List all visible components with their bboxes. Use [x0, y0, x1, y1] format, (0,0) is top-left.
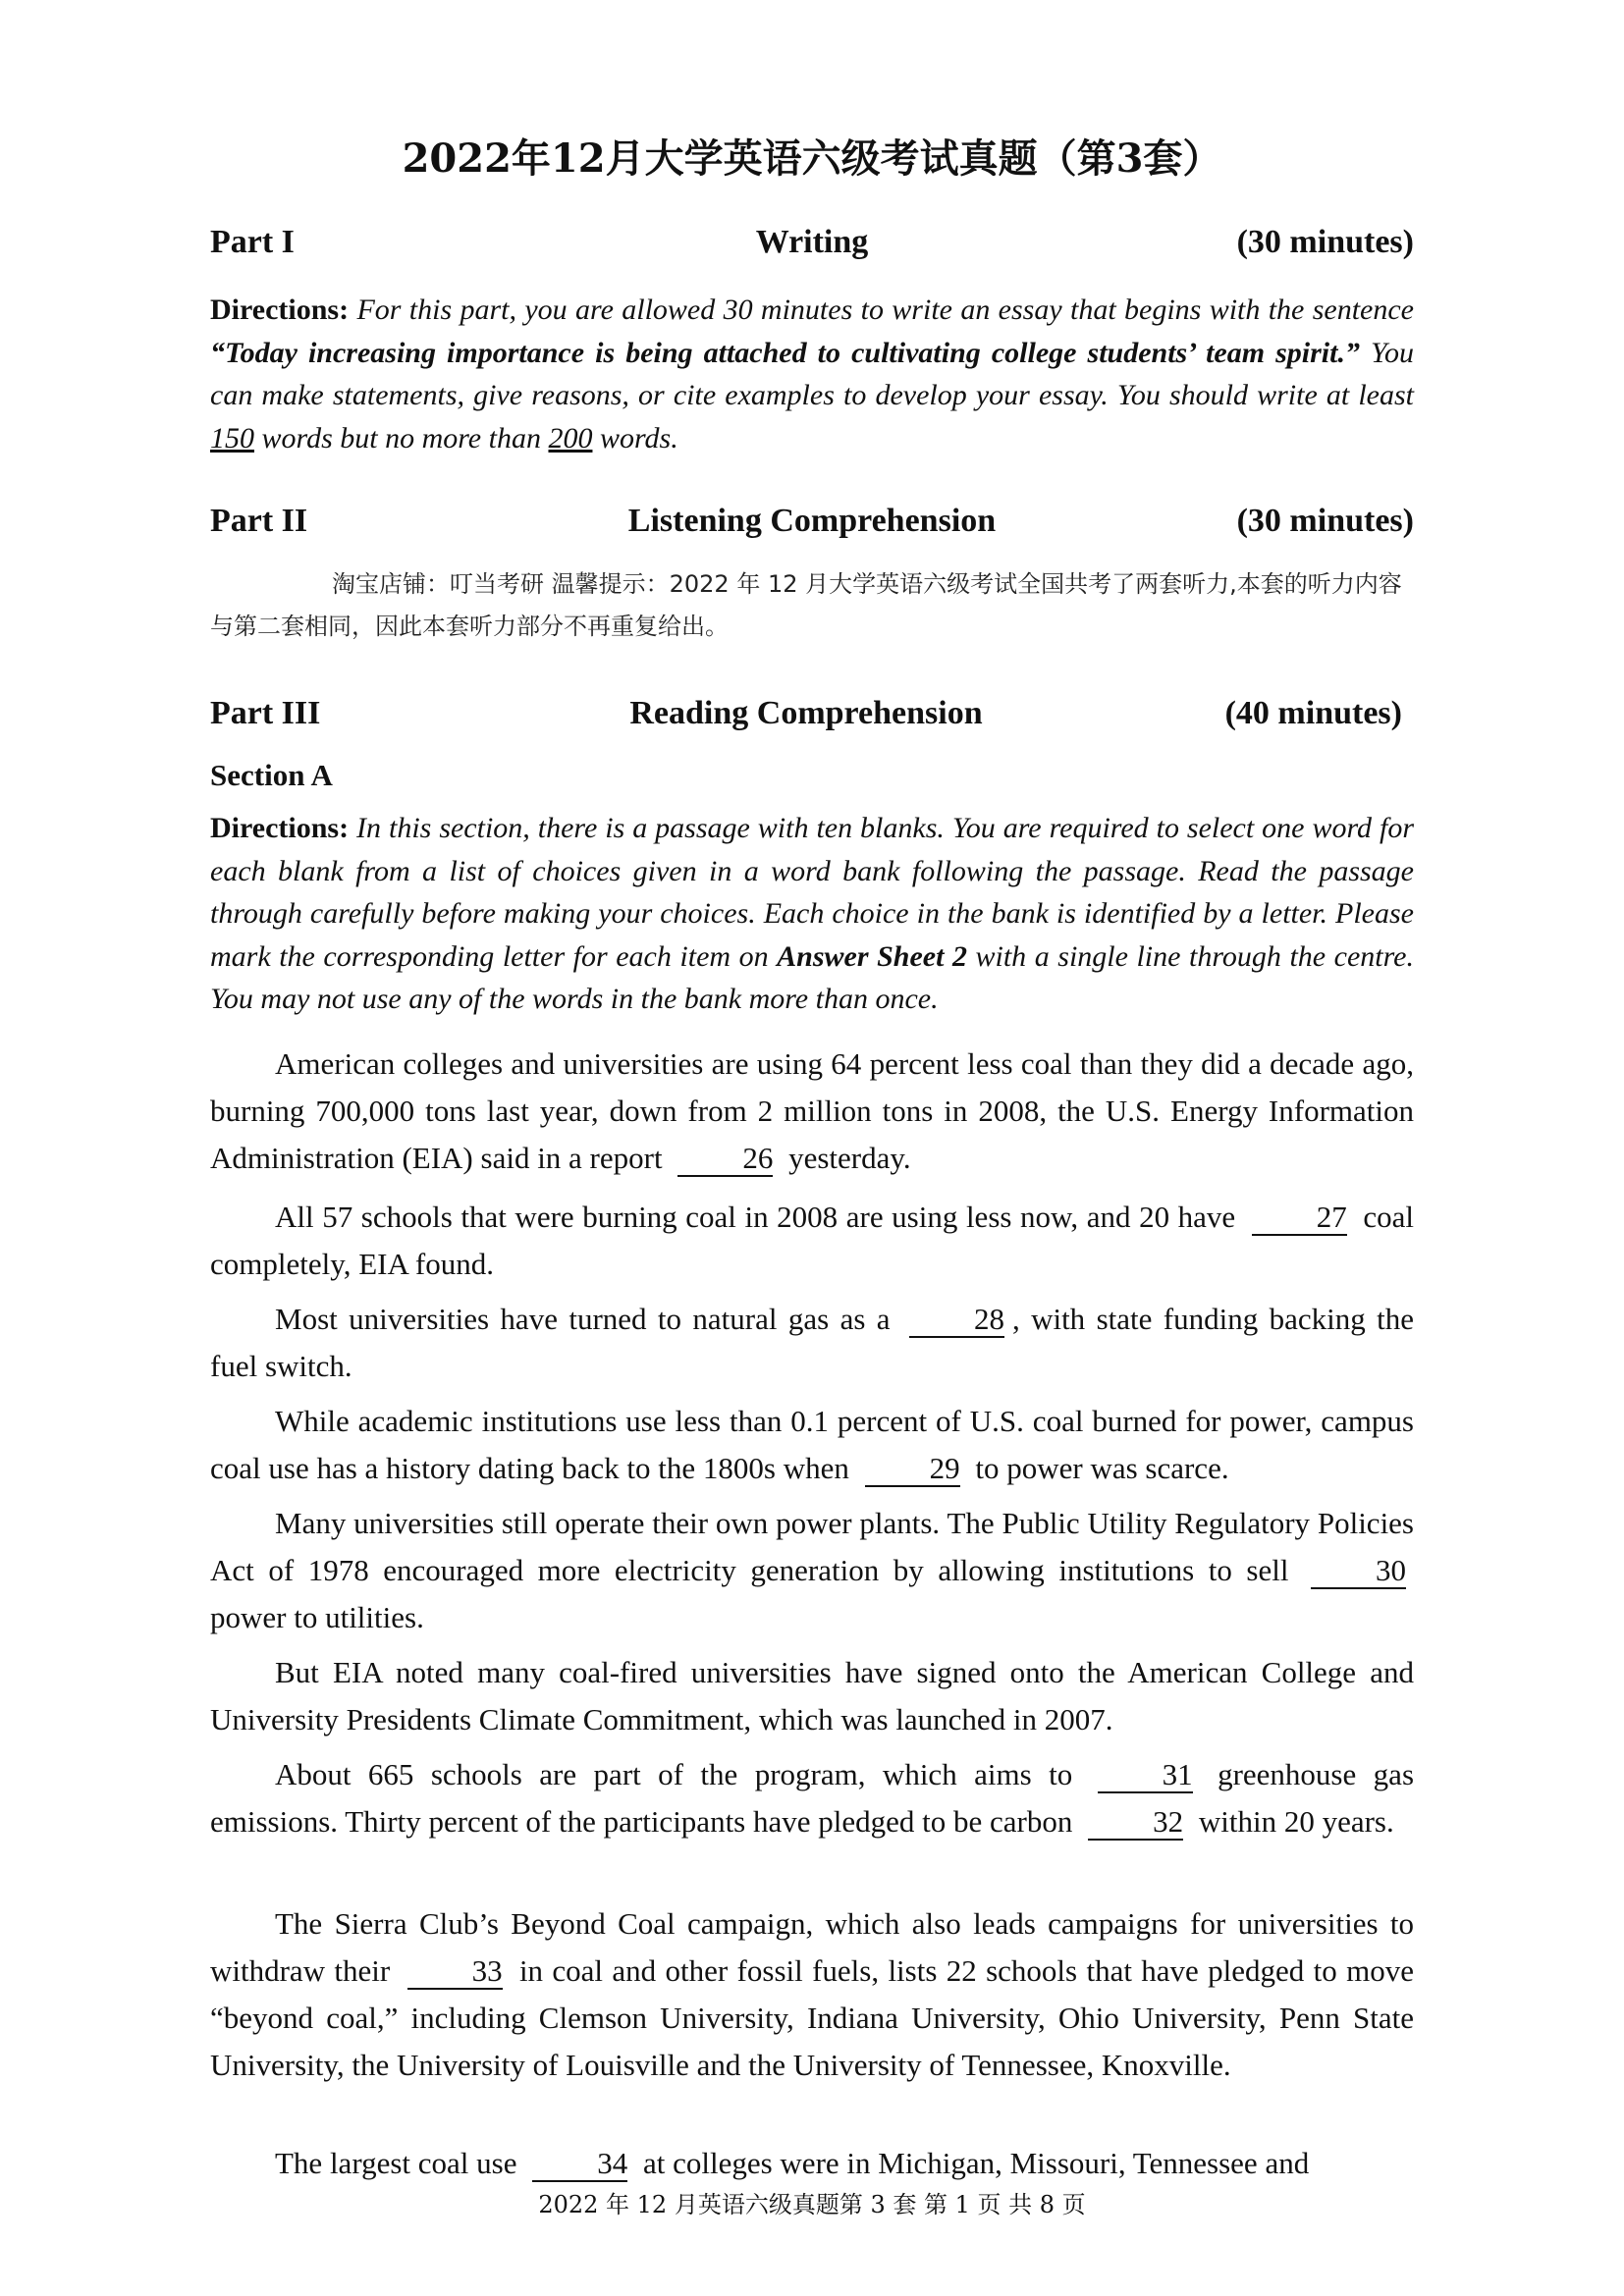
part3-name: Reading Comprehension — [629, 695, 983, 731]
passage-paragraph-7: About 665 schools are part of the program, which aims to 31 greenhouse gas emissions. Thirty percent of the participants have pledged to be carbon 32 within 20 years. — [210, 1757, 1415, 1839]
page-title: 2022年12月大学英语六级考试真题（第3套） — [402, 135, 1222, 182]
part2-time: (30 minutes) — [1236, 503, 1414, 539]
part1-name: Writing — [755, 224, 869, 260]
blank-33: 33 — [407, 1954, 503, 1990]
passage-paragraph-9: The largest coal use 34 at colleges were in Michigan, Missouri, Tennessee and — [275, 2146, 1310, 2180]
part2-name: Listening Comprehension — [627, 503, 997, 539]
listening-note: 淘宝店铺：叮当考研 温馨提示：2022 年 12 月大学英语六级考试全国共考了两套听力,本套的听力内容与第二套相同，因此本套听力部分不再重复给出。 — [210, 570, 1402, 640]
passage-paragraph-4: While academic institutions use less than 0.1 percent of U.S. coal burned for power, campus coal use has a history dating back to the 1800s when 29 to power was scarce. — [210, 1404, 1414, 1485]
blank-30: 30 — [1311, 1554, 1406, 1589]
page-footer: 2022 年 12 月英语六级真题第 3 套 第 1 页 共 8 页 — [538, 2191, 1086, 2218]
part3-label: Part III — [210, 695, 321, 731]
max-words: 200 — [548, 421, 593, 454]
blank-26: 26 — [677, 1142, 773, 1177]
directions-label: Directions: — [210, 294, 350, 326]
part1-time: (30 minutes) — [1236, 224, 1414, 260]
blank-34: 34 — [532, 2147, 627, 2182]
blank-32: 32 — [1088, 1805, 1183, 1841]
passage-paragraph-5: Many universities still operate their own power plants. The Public Utility Regulatory Policies Act of 1978 encouraged more electricity generation by allowing institutions to sell 30 power to utilities. — [210, 1506, 1414, 1634]
passage-paragraph-3: Most universities have turned to natural gas as a 28 , with state funding backing the fuel switch. — [210, 1302, 1414, 1383]
passage-paragraph-2: All 57 schools that were burning coal in 2008 are using less now, and 20 have 27 coal completely, EIA found. — [210, 1200, 1414, 1281]
part1-header — [210, 224, 1414, 267]
passage-paragraph-1: American colleges and universities are using 64 percent less coal than they did a decade ago, burning 700,000 tons last year, down from 2 million tons in 2008, the U.S. Energy Information Administration (EIA) said in a report 26 yesterday. — [210, 1046, 1414, 1175]
part2-label: Part II — [210, 503, 308, 539]
part3-header — [210, 695, 1402, 738]
section-a-heading: Section A — [210, 758, 333, 792]
part1-directions: Directions: For this part, you are allowed 30 minutes to write an essay that begins with the sentence “Today increasing importance is being attached to cultivating college students’ team spirit.” You can make statements, give reasons, or cite examples to develop your essay. You should write at least 150 words but no more than 200 words. — [210, 294, 1414, 454]
answer-sheet-ref: Answer Sheet 2 — [777, 939, 967, 973]
passage-paragraph-8: The Sierra Club’s Beyond Coal campaign, which also leads campaigns for universities to withdraw their 33 in coal and other fossil fuels, lists 22 schools that have pledged to move “beyond coal,” including Clemson University, Indiana University, Ohio University, Penn State University, the University of Louisville and the University of Tennessee, Knoxville. — [210, 1906, 1414, 2082]
part3-directions: Directions: In this section, there is a passage with ten blanks. You are required to select one word for each blank from a list of choices given in a word bank following the passage. Read the passage through carefully before making your choices. Each choice in the bank is identified by a letter. Please mark the corresponding letter for each item on Answer Sheet 2 with a single line through the centre. You may not use any of the words in the bank more than once. — [210, 812, 1414, 1015]
passage-paragraph-6: But EIA noted many coal-fired universities have signed onto the American College and University Presidents Climate Commitment, which was launched in 2007. — [210, 1655, 1414, 1736]
blank-29: 29 — [865, 1452, 960, 1487]
blank-28: 28 — [909, 1303, 1004, 1338]
part3-time: (40 minutes) — [1224, 695, 1402, 731]
blank-31: 31 — [1098, 1758, 1193, 1793]
directions-label: Directions: — [210, 812, 350, 844]
blank-27: 27 — [1252, 1201, 1347, 1236]
min-words: 150 — [210, 421, 254, 454]
part1-label: Part I — [210, 224, 295, 260]
part2-header — [210, 503, 1414, 546]
essay-prompt: “Today increasing importance is being attached to cultivating college students’ team spirit.” — [210, 336, 1360, 369]
